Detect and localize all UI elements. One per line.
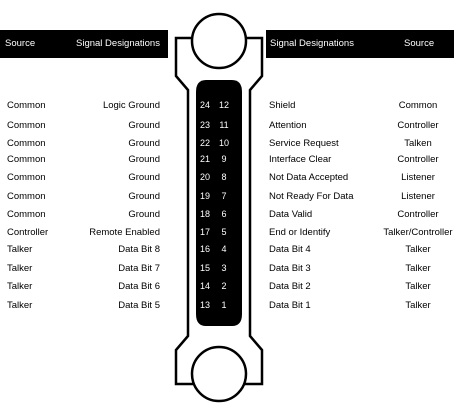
- left-source-label: Common: [7, 154, 46, 165]
- pin-number: 22: [199, 138, 210, 148]
- right-signal-label: Attention: [269, 120, 307, 131]
- pin-number: 20: [199, 172, 210, 182]
- pin-number: 11: [219, 120, 229, 130]
- left-source-label: Controller: [7, 227, 49, 238]
- right-source-label: Talker: [405, 263, 431, 274]
- left-source-label: Talker: [7, 281, 33, 292]
- left-signal-label: Ground: [128, 191, 160, 202]
- pin-number: 3: [221, 263, 227, 273]
- right-header-source: Source: [404, 38, 435, 49]
- pin-number: 21: [199, 154, 210, 164]
- left-source-label: Common: [7, 209, 46, 220]
- pin-number: 15: [199, 263, 210, 273]
- left-source-label: Common: [7, 172, 46, 183]
- right-source-label: Talker: [405, 244, 431, 255]
- right-header-signals: Signal Designations: [270, 38, 354, 49]
- right-source-label: Listener: [401, 191, 435, 202]
- right-signal-label: Data Bit 3: [269, 263, 311, 274]
- left-signal-label: Data Bit 6: [118, 281, 160, 292]
- right-source-label: Talker: [405, 300, 431, 311]
- right-source-label: Common: [398, 100, 438, 111]
- right-signal-label: Not Ready For Data: [269, 191, 354, 202]
- left-source-label: Common: [7, 120, 46, 131]
- right-source-label: Listener: [401, 172, 435, 183]
- pin-number: 2: [221, 281, 227, 291]
- left-source-label: Common: [7, 191, 46, 202]
- pin-number: 24: [199, 100, 210, 110]
- right-signal-label: Service Request: [269, 138, 339, 149]
- left-source-label: Talker: [7, 300, 33, 311]
- left-signal-label: Ground: [128, 138, 160, 149]
- left-header-source: Source: [5, 38, 36, 49]
- pin-number: 5: [221, 227, 227, 237]
- top-mounting-screw: [192, 14, 246, 68]
- pin-number: 16: [199, 244, 210, 254]
- right-source-label: Controller: [397, 154, 439, 165]
- pin-number: 6: [221, 209, 227, 219]
- left-signal-label: Ground: [128, 120, 160, 131]
- left-source-label: Talker: [7, 263, 33, 274]
- left-signal-label: Data Bit 7: [118, 263, 160, 274]
- left-signal-label: Data Bit 8: [118, 244, 160, 255]
- left-source-label: Common: [7, 138, 46, 149]
- pin-number: 9: [221, 154, 227, 164]
- right-signal-label: Shield: [269, 100, 296, 111]
- right-source-label: Talker/Controller: [383, 227, 453, 238]
- left-signal-label: Data Bit 5: [118, 300, 160, 311]
- right-signal-label: Data Bit 1: [269, 300, 311, 311]
- bottom-mounting-screw: [192, 347, 246, 401]
- pin-number: 12: [218, 100, 229, 110]
- right-signal-label: End or Identify: [269, 227, 331, 238]
- pin-number: 13: [199, 300, 210, 310]
- left-signal-label: Ground: [128, 209, 160, 220]
- pin-number: 8: [221, 172, 227, 182]
- left-signal-label: Ground: [128, 154, 160, 165]
- right-signal-label: Data Valid: [269, 209, 313, 220]
- pin-number: 19: [199, 191, 210, 201]
- left-signal-label: Ground: [128, 172, 160, 183]
- pin-number: 4: [221, 244, 227, 254]
- pin-number: 18: [199, 209, 210, 219]
- right-source-label: Talker: [405, 281, 431, 292]
- pin-number: 14: [199, 281, 210, 291]
- pin-number: 10: [218, 138, 229, 148]
- pin-number: 7: [221, 191, 227, 201]
- left-source-label: Common: [7, 100, 46, 111]
- left-header-signals: Signal Designations: [76, 38, 160, 49]
- pin-number: 23: [199, 120, 210, 130]
- right-signal-label: Not Data Accepted: [269, 172, 349, 183]
- right-source-label: Talken: [404, 138, 432, 149]
- left-signal-label: Logic Ground: [102, 100, 160, 111]
- pin-number: 17: [199, 227, 210, 237]
- right-source-label: Controller: [397, 209, 439, 220]
- right-source-label: Controller: [397, 120, 439, 131]
- left-source-label: Talker: [7, 244, 33, 255]
- left-signal-label: Remote Enabled: [89, 227, 160, 238]
- right-signal-label: Interface Clear: [269, 154, 332, 165]
- pin-number: 1: [221, 300, 227, 310]
- right-signal-label: Data Bit 4: [269, 244, 311, 255]
- right-signal-label: Data Bit 2: [269, 281, 311, 292]
